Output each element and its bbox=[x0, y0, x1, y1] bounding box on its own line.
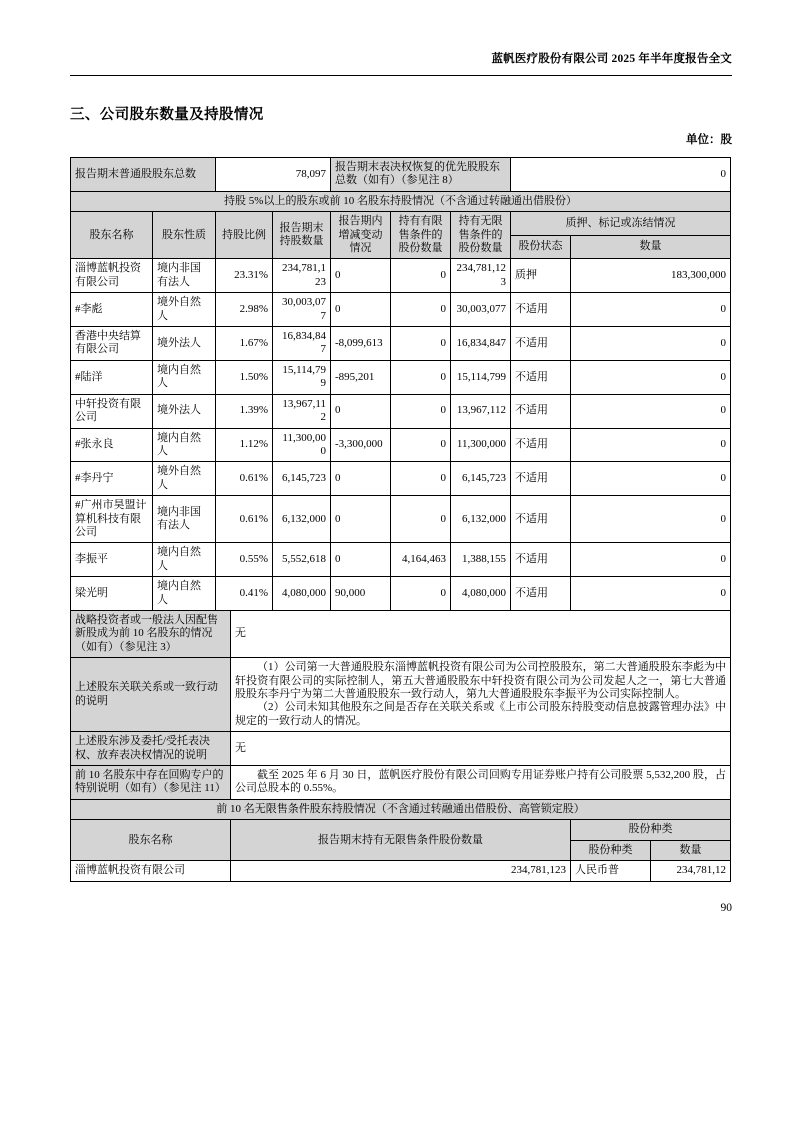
shareholder-end-shares: 5,552,618 bbox=[273, 543, 331, 577]
table-row-shareholder-count bbox=[71, 158, 731, 192]
shareholder-change: 0 bbox=[331, 259, 391, 293]
shareholder-name: #李丹宁 bbox=[71, 462, 153, 496]
column-header-quantity: 数量 bbox=[571, 235, 731, 259]
shareholder-change: 0 bbox=[331, 394, 391, 428]
page-title: 三、公司股东数量及持股情况 bbox=[70, 107, 264, 123]
shareholder-unrestricted: 11,300,000 bbox=[451, 428, 511, 462]
shareholder-restricted: 4,164,463 bbox=[391, 543, 451, 577]
table-row bbox=[71, 577, 731, 611]
unrestricted-shareholder-shares: 234,781,123 bbox=[231, 861, 571, 881]
shareholder-restricted: 0 bbox=[391, 293, 451, 327]
shareholder-unrestricted: 234,781,123 bbox=[451, 259, 511, 293]
shareholder-nature: 境内非国有法人 bbox=[153, 259, 216, 293]
column-header-end-shares: 报告期末持股数量 bbox=[273, 212, 331, 259]
shareholder-name: #李彪 bbox=[71, 293, 153, 327]
column-header-change: 报告期内增减变动情况 bbox=[331, 212, 391, 259]
shareholder-restricted: 0 bbox=[391, 577, 451, 611]
table-row bbox=[71, 496, 731, 543]
table-row-strategic-investor bbox=[71, 611, 731, 658]
shareholder-end-shares: 11,300,000 bbox=[273, 428, 331, 462]
shareholder-restricted: 0 bbox=[391, 496, 451, 543]
shareholder-pledge-quantity: 0 bbox=[571, 543, 731, 577]
shareholder-restricted: 0 bbox=[391, 360, 451, 394]
column-header-nature: 股东性质 bbox=[153, 212, 216, 259]
shareholder-change: 90,000 bbox=[331, 577, 391, 611]
running-header: 蓝帆医疗股份有限公司 2025 年半年度报告全文 bbox=[491, 53, 732, 65]
shareholder-nature: 境内自然人 bbox=[153, 360, 216, 394]
table-row-relation bbox=[71, 658, 731, 732]
preferred-shareholders-value: 0 bbox=[511, 158, 731, 192]
shareholder-nature: 境内自然人 bbox=[153, 428, 216, 462]
shareholder-change: -8,099,613 bbox=[331, 327, 391, 361]
shareholder-share-status: 不适用 bbox=[511, 394, 571, 428]
shareholder-pledge-quantity: 0 bbox=[571, 462, 731, 496]
unit-note: 单位：股 bbox=[686, 134, 732, 146]
shareholder-change: 0 bbox=[331, 293, 391, 327]
unrestricted-shareholder-name: 淄博蓝帆投资有限公司 bbox=[71, 861, 231, 881]
repurchase-value bbox=[231, 766, 731, 800]
banner-unrestricted-shareholders: 前 10 名无限售条件股东持股情况（不含通过转融通出借股份、高管锁定股） bbox=[71, 800, 731, 820]
shareholder-unrestricted: 15,114,799 bbox=[451, 360, 511, 394]
shareholder-name: 李振平 bbox=[71, 543, 153, 577]
shareholder-change: 0 bbox=[331, 496, 391, 543]
shareholder-name: #广州市昊盟计算机科技有限公司 bbox=[71, 496, 153, 543]
relation-value bbox=[231, 658, 731, 732]
shareholder-name: 中轩投资有限公司 bbox=[71, 394, 153, 428]
shareholder-pledge-quantity: 0 bbox=[571, 327, 731, 361]
proxy-voting-value: 无 bbox=[231, 732, 731, 766]
shareholder-share-status: 不适用 bbox=[511, 462, 571, 496]
shareholder-ratio: 23.31% bbox=[216, 259, 273, 293]
unrestricted-shareholder-table bbox=[70, 799, 731, 882]
banner-top10-shareholders: 持股 5%以上的股东或前 10 名股东持股情况（不含通过转融通出借股份） bbox=[71, 191, 731, 211]
shareholder-pledge-quantity: 183,300,000 bbox=[571, 259, 731, 293]
shareholder-restricted: 0 bbox=[391, 327, 451, 361]
shareholder-unrestricted: 30,003,077 bbox=[451, 293, 511, 327]
shareholder-name: 梁光明 bbox=[71, 577, 153, 611]
shareholder-nature: 境外自然人 bbox=[153, 462, 216, 496]
shareholder-end-shares: 30,003,077 bbox=[273, 293, 331, 327]
shareholder-restricted: 0 bbox=[391, 259, 451, 293]
table-row bbox=[71, 293, 731, 327]
shareholder-end-shares: 6,145,723 bbox=[273, 462, 331, 496]
shareholder-unrestricted: 1,388,155 bbox=[451, 543, 511, 577]
proxy-voting-label: 上述股东涉及委托/受托表决权、放弃表决权情况的说明 bbox=[71, 732, 231, 766]
table-row bbox=[71, 428, 731, 462]
shareholder-ratio: 1.50% bbox=[216, 360, 273, 394]
unrestricted-shareholder-type: 人民币普 bbox=[571, 861, 651, 881]
shareholder-unrestricted: 16,834,847 bbox=[451, 327, 511, 361]
column-header-unrestricted-name: 股东名称 bbox=[71, 820, 231, 861]
shareholder-pledge-quantity: 0 bbox=[571, 360, 731, 394]
shareholder-change: -3,300,000 bbox=[331, 428, 391, 462]
table-row bbox=[71, 327, 731, 361]
shareholder-unrestricted: 6,132,000 bbox=[451, 496, 511, 543]
table-row bbox=[71, 462, 731, 496]
unrestricted-header-row-1 bbox=[71, 820, 731, 840]
shareholder-nature: 境外法人 bbox=[153, 394, 216, 428]
column-header-name: 股东名称 bbox=[71, 212, 153, 259]
table-row-proxy-voting bbox=[71, 732, 731, 766]
relation-paragraph-1: （1）公司第一大普通股股东淄博蓝帆投资有限公司为公司控股股东，第二大普通股股东李彪为中轩投资有限公司的实际控制人，第五大普通股股东中轩投资有限公司为公司发起人之一，第七大普通股股东李丹宁为第二大普通股股东一致行动人，第九大普通股股东李振平为公司实际控制人。 bbox=[235, 661, 726, 701]
shareholder-change: 0 bbox=[331, 462, 391, 496]
column-header-share-type: 股份种类 bbox=[571, 840, 651, 860]
shareholder-restricted: 0 bbox=[391, 428, 451, 462]
shareholder-ratio: 0.55% bbox=[216, 543, 273, 577]
column-header-share-type-quantity: 数量 bbox=[651, 840, 731, 860]
shareholder-share-status: 不适用 bbox=[511, 327, 571, 361]
shareholder-pledge-quantity: 0 bbox=[571, 293, 731, 327]
repurchase-label: 前 10 名股东中存在回购专户的特别说明（如有）（参见注 11） bbox=[71, 766, 231, 800]
shareholder-unrestricted: 4,080,000 bbox=[451, 577, 511, 611]
shareholder-share-status: 不适用 bbox=[511, 360, 571, 394]
shareholder-pledge-quantity: 0 bbox=[571, 428, 731, 462]
table-row bbox=[71, 394, 731, 428]
shareholder-pledge-quantity: 0 bbox=[571, 577, 731, 611]
shareholder-ratio: 2.98% bbox=[216, 293, 273, 327]
shareholder-end-shares: 16,834,847 bbox=[273, 327, 331, 361]
shareholder-share-status: 不适用 bbox=[511, 293, 571, 327]
table-header-row-1 bbox=[71, 212, 731, 236]
shareholder-end-shares: 15,114,799 bbox=[273, 360, 331, 394]
shareholder-nature: 境外法人 bbox=[153, 327, 216, 361]
shareholder-nature: 境内自然人 bbox=[153, 577, 216, 611]
shareholder-ratio: 1.12% bbox=[216, 428, 273, 462]
shareholder-name: 香港中央结算有限公司 bbox=[71, 327, 153, 361]
table-row-banner-top10 bbox=[71, 191, 731, 211]
strategic-investor-label: 战略投资者或一般法人因配售新股成为前 10 名股东的情况（如有）（参见注 3） bbox=[71, 611, 231, 658]
column-header-restricted: 持有有限售条件的股份数量 bbox=[391, 212, 451, 259]
shareholder-restricted: 0 bbox=[391, 462, 451, 496]
shareholder-share-status: 质押 bbox=[511, 259, 571, 293]
shareholder-share-status: 不适用 bbox=[511, 428, 571, 462]
unrestricted-shareholder-quantity: 234,781,12 bbox=[651, 861, 731, 881]
shareholder-ratio: 0.41% bbox=[216, 577, 273, 611]
shareholder-end-shares: 4,080,000 bbox=[273, 577, 331, 611]
shareholder-share-status: 不适用 bbox=[511, 577, 571, 611]
table-row bbox=[71, 861, 731, 881]
shareholder-restricted: 0 bbox=[391, 394, 451, 428]
relation-paragraph-2: （2）公司未知其他股东之间是否存在关联关系或《上市公司股东持股变动信息披露管理办法》中规定的一致行动人的情况。 bbox=[235, 701, 726, 727]
table-row bbox=[71, 360, 731, 394]
shareholder-pledge-quantity: 0 bbox=[571, 394, 731, 428]
shareholder-unrestricted: 6,145,723 bbox=[451, 462, 511, 496]
shareholder-end-shares: 13,967,112 bbox=[273, 394, 331, 428]
relation-label: 上述股东关联关系或一致行动的说明 bbox=[71, 658, 231, 732]
shareholder-ratio: 1.39% bbox=[216, 394, 273, 428]
shareholder-share-status: 不适用 bbox=[511, 496, 571, 543]
column-header-ratio: 持股比例 bbox=[216, 212, 273, 259]
common-shareholders-label: 报告期末普通股股东总数 bbox=[71, 158, 216, 192]
shareholder-ratio: 1.67% bbox=[216, 327, 273, 361]
shareholder-name: 淄博蓝帆投资有限公司 bbox=[71, 259, 153, 293]
preferred-shareholders-label: 报告期末表决权恢复的优先股股东总数（如有）（参见注 8） bbox=[331, 158, 511, 192]
shareholder-change: 0 bbox=[331, 543, 391, 577]
common-shareholders-value: 78,097 bbox=[216, 158, 331, 192]
strategic-investor-value: 无 bbox=[231, 611, 731, 658]
table-row-repurchase bbox=[71, 766, 731, 800]
shareholder-nature: 境内自然人 bbox=[153, 543, 216, 577]
shareholder-end-shares: 234,781,123 bbox=[273, 259, 331, 293]
shareholder-unrestricted: 13,967,112 bbox=[451, 394, 511, 428]
shareholder-table bbox=[70, 157, 731, 611]
notes-table bbox=[70, 610, 731, 800]
table-row bbox=[71, 259, 731, 293]
table-row bbox=[71, 543, 731, 577]
shareholder-ratio: 0.61% bbox=[216, 496, 273, 543]
column-header-unrestricted: 持有无限售条件的股份数量 bbox=[451, 212, 511, 259]
column-header-unrestricted-shares: 报告期末持有无限售条件股份数量 bbox=[231, 820, 571, 861]
column-header-share-status: 股份状态 bbox=[511, 235, 571, 259]
table-row-banner-unrestricted bbox=[71, 800, 731, 820]
shareholder-name: #张永良 bbox=[71, 428, 153, 462]
shareholder-share-status: 不适用 bbox=[511, 543, 571, 577]
shareholder-nature: 境外自然人 bbox=[153, 293, 216, 327]
header-divider bbox=[70, 75, 732, 76]
shareholder-end-shares: 6,132,000 bbox=[273, 496, 331, 543]
column-header-pledge-group: 质押、标记或冻结情况 bbox=[511, 212, 731, 236]
shareholder-change: -895,201 bbox=[331, 360, 391, 394]
shareholder-ratio: 0.61% bbox=[216, 462, 273, 496]
shareholder-nature: 境内非国有法人 bbox=[153, 496, 216, 543]
repurchase-paragraph: 截至 2025 年 6 月 30 日，蓝帆医疗股份有限公司回购专用证券账户持有公司股票 5,532,200 股，占公司总股本的 0.55%。 bbox=[235, 769, 726, 795]
shareholder-pledge-quantity: 0 bbox=[571, 496, 731, 543]
column-header-share-type-group: 股份种类 bbox=[571, 820, 731, 840]
page-number: 90 bbox=[720, 902, 732, 914]
shareholder-name: #陆洋 bbox=[71, 360, 153, 394]
